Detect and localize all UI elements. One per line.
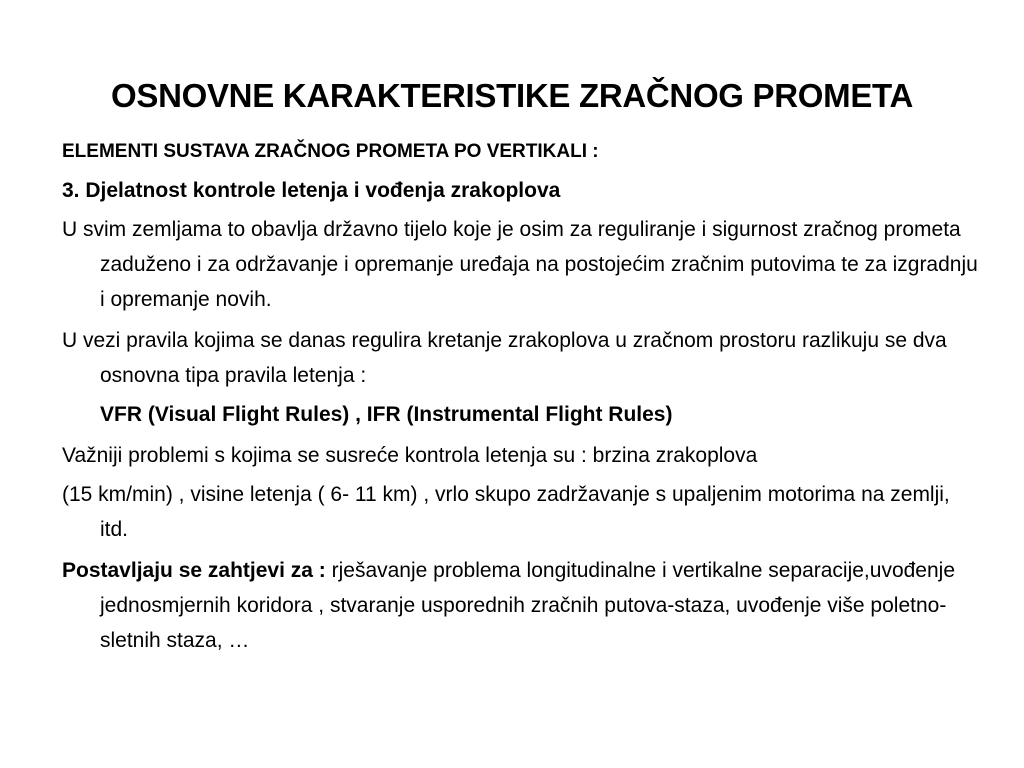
- flight-rules-line: VFR (Visual Flight Rules) , IFR (Instrumental Flight Rules): [100, 403, 673, 426]
- paragraph-1: U svim zemljama to obavlja državno tijelo koje je osim za reguliranje i sigurnost zračnog prometa zaduženo i za održavanje i opremanje uređaja na postojećim zračnim putovima te za izgradnju i opremanje novih.: [62, 218, 978, 311]
- paragraph-3: Važniji problemi s kojima se susreće kontrola letenja su : brzina zrakoplova: [62, 444, 758, 467]
- subheading: ELEMENTI SUSTAVA ZRAČNOG PROMETA PO VERTIKALI :: [62, 141, 599, 162]
- slide-body: [62, 134, 982, 664]
- slide-title: OSNOVNE KARAKTERISTIKE ZRAČNOG PROMETA: [110, 77, 913, 114]
- paragraph-5-rest: rješavanje problema longitudinalne i vertikalne separacije,uvođenje jednosmjernih koridora , stvaranje usporednih zračnih putova-staza, uvođenje više poletno-sletnih staza, …: [100, 559, 956, 652]
- paragraph-5-lead: Postavljaju se zahtjevi za :: [62, 559, 326, 582]
- paragraph-2: U vezi pravila kojima se danas regulira kretanje zrakoplova u zračnom prostoru razlikuju se dva osnovna tipa pravila letenja :: [62, 329, 947, 387]
- paragraph-4: (15 km/min) , visine letenja ( 6- 11 km) , vrlo skupo zadržavanje s upaljenim motorima na zemlji, itd.: [62, 483, 950, 541]
- point-heading: 3. Djelatnost kontrole letenja i vođenja zrakoplova: [62, 179, 561, 202]
- paragraph-5: [62, 553, 982, 658]
